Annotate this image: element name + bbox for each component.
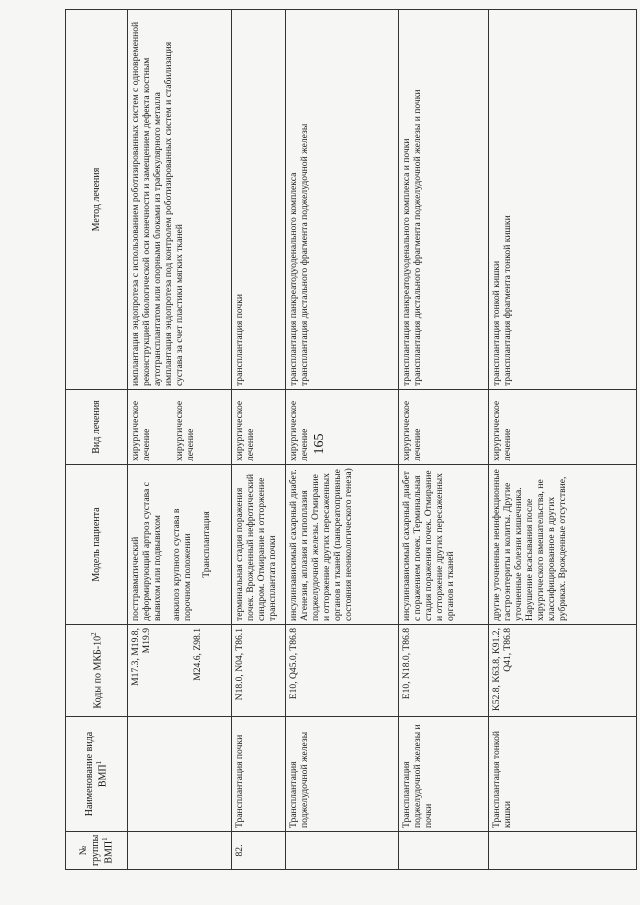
- header-icd-codes: Коды по МКБ-$10^2$: [66, 625, 128, 717]
- cell-model: инсулинзависимый сахарный диабет. Агенезия, аплазия и гипоплазия поджелудочной железы. Отмирание и отторжение других пересаженных органов и тканей (панкреатопривные состояния неонкологического генеза): [286, 465, 399, 625]
- cell-model: терминальная стадия поражения почек. Врожденный нефротический синдром. Отмирание и отторжение трансплантата почки: [232, 465, 286, 625]
- cell-type: хирургическое лечение: [232, 390, 286, 465]
- cell-model: инсулинзависимый сахарный диабет с поражением почек. Терминальная стадия поражения почек. Отмирание и отторжение других пересаженных органов и тканей: [399, 465, 489, 625]
- cell-codes: E10, Q45.0, T86.8: [286, 625, 399, 717]
- cell-codes: E10, N18.0, T86.8: [399, 625, 489, 717]
- cell-model: посттравматический деформирующий артроз сустава с вывихом или подвывихом анкилоз крупного сустава в порочном положении Трансплантация: [128, 465, 232, 625]
- table-row: [232, 10, 286, 870]
- cell-codes: M17.3, M19.8, M19.9 M24.6, Z98.1: [128, 625, 232, 717]
- treatment-table: [65, 9, 637, 870]
- cell-num: [286, 832, 399, 870]
- cell-num: [399, 832, 489, 870]
- cell-type: хирургическое лечение хирургическое лечение: [128, 390, 232, 465]
- cell-method: трансплантация почки: [232, 10, 286, 390]
- cell-num: [489, 832, 637, 870]
- cell-method: трансплантация панкреатодуоденального комплекса трансплантация дистального фрагмента поджелудочной железы: [286, 10, 399, 390]
- cell-method: трансплантация панкреатодуоденального комплекса и почки трансплантация дистального фрагмента поджелудочной железы и почки: [399, 10, 489, 390]
- cell-method: имплантация эндопротеза с использованием роботизированных систем с одновременной реконструкцией биологической оси конечности и замещением дефекта костным аутотрансплантатом или опорными блоками из трабекулярного металла имплантация эндопротеза под контролем роботизированных систем и стабилизация сустава за счет пластики мягких тканей: [128, 10, 232, 390]
- table-row: [128, 10, 232, 870]
- cell-name: Трансплантация поджелудочной железы: [286, 717, 399, 832]
- header-row: [66, 10, 128, 870]
- header-treatment-type: Вид лечения: [66, 390, 128, 465]
- header-patient-model: Модель пациента: [66, 465, 128, 625]
- header-treatment-method: Метод лечения: [66, 10, 128, 390]
- cell-num: 82.: [232, 832, 286, 870]
- rotated-page: [65, 10, 637, 870]
- page-number: 165: [312, 433, 327, 455]
- header-group-number: № группы ВМП$^1$: [66, 832, 128, 870]
- cell-type: хирургическое лечение: [399, 390, 489, 465]
- cell-method: трансплантация тонкой кишки трансплантация фрагмента тонкой кишки: [489, 10, 637, 390]
- cell-name: [128, 717, 232, 832]
- table-row: [286, 10, 399, 870]
- cell-num: [128, 832, 232, 870]
- cell-type: хирургическое лечение: [286, 390, 399, 465]
- table-row: [399, 10, 489, 870]
- cell-type: хирургическое лечение: [489, 390, 637, 465]
- cell-name: Трансплантация поджелудочной железы и почки: [399, 717, 489, 832]
- cell-name: Трансплантация почки: [232, 717, 286, 832]
- table-wrapper: [65, 10, 637, 870]
- cell-codes: K52.8, K63.8, K91.2, Q41, T86.8: [489, 625, 637, 717]
- header-vmp-name: Наименование вида ВМП$^1$: [66, 717, 128, 832]
- table-row: [489, 10, 637, 870]
- cell-name: Трансплантация тонкой кишки: [489, 717, 637, 832]
- cell-model: другие уточненные неинфекционные гастроэнтериты и колиты. Другие уточненные болезни кишечника. Нарушение всасывания после хирургического вмешательства, не классифицированное в других рубриках. Врожденные отсутствие,: [489, 465, 637, 625]
- section-title: Трансплантация: [201, 511, 213, 578]
- cell-codes: N18.0, N04, T86.1: [232, 625, 286, 717]
